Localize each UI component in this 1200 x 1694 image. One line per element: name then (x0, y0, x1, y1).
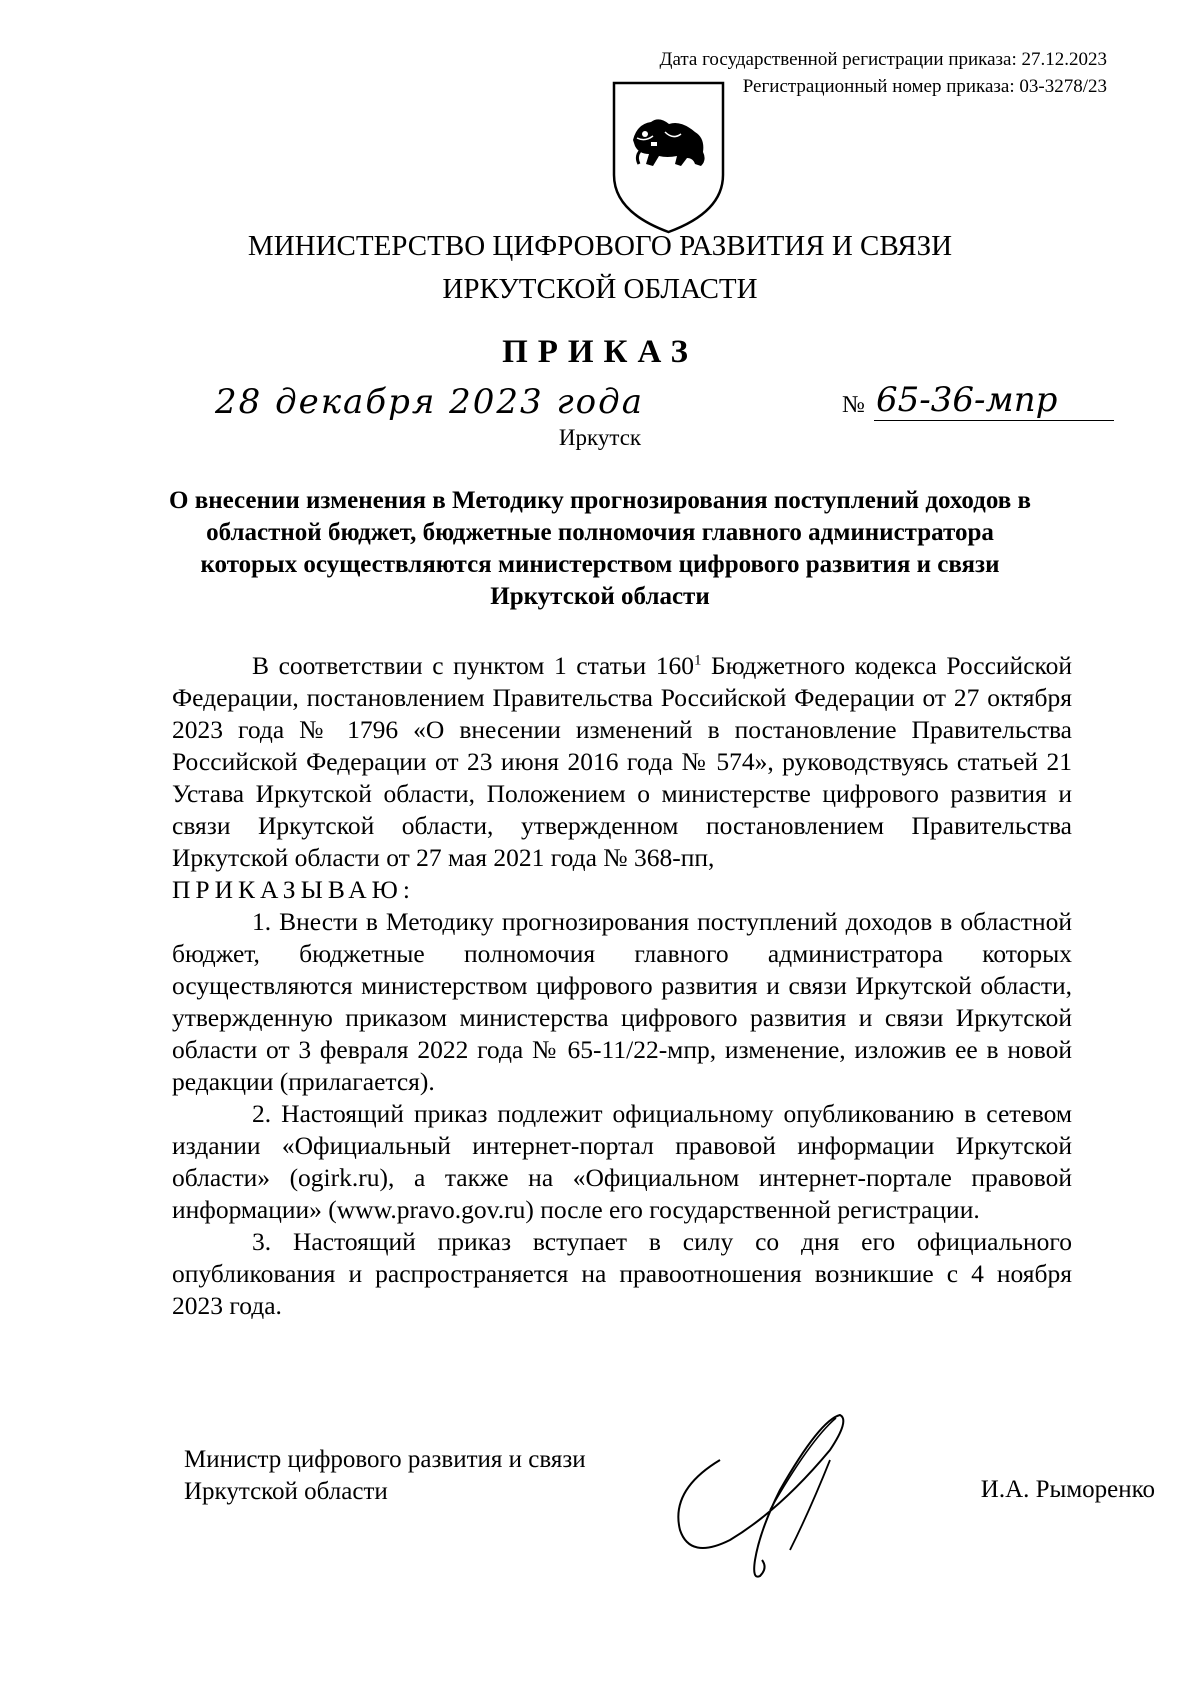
article-superscript: 1 (693, 652, 702, 669)
order-heading: О внесении изменения в Методику прогнозирования поступлений доходов в областной бюджет, бюджетные полномочия главного администратора которых осуществляются министерством цифрового развития и связи Иркутской области (169, 487, 1031, 610)
signatory-name: И.А. Рыморенко (980, 1476, 1155, 1503)
signatory-position-line1: Министр цифрового развития и связи (184, 1446, 586, 1473)
preamble-part-a: В соответствии с пунктом 1 статьи 160 (252, 651, 694, 680)
order-title: ПРИКАЗ (502, 334, 698, 370)
order-number-handwritten: 65-36-мпр (876, 380, 1058, 420)
registration-number: Регистрационный номер приказа: 03-3278/23 (742, 76, 1107, 97)
order-number-underline (874, 420, 1114, 421)
paragraph-item-2: 2. Настоящий приказ подлежит официальному опубликованию в сетевом издании «Официальный интернет-портал правовой информации Иркутской области» (ogirk.ru), а также на «Официальном интернет-портале правовой информации» (www.pravo.gov.ru) после его государственной регистрации. (172, 1099, 1072, 1224)
paragraph-item-1: 1. Внести в Методику прогнозирования поступлений доходов в областной бюджет, бюджетные полномочия главного администратора которых осуществляются министерством цифрового развития и связи Иркутской области, утвержденную приказом министерства цифрового развития и связи Иркутской области от 3 февраля 2022 года № 65-11/22-мпр, изменение, изложив ее в новой редакции (прилагается). (172, 907, 1072, 1096)
ministry-name-line2: ИРКУТСКОЙ ОБЛАСТИ (442, 273, 758, 305)
signatory-position (184, 1444, 586, 1508)
order-city: Иркутск (558, 425, 642, 450)
handwritten-signature (660, 1400, 920, 1590)
order-word: ПРИКАЗЫВАЮ: (172, 875, 415, 904)
registration-date: Дата государственной регистрации приказа: 27.12.2023 (659, 49, 1107, 70)
order-date-handwritten: 28 декабря 2023 года (215, 382, 644, 422)
order-body (172, 650, 1072, 1322)
preamble-part-b: Бюджетного кодекса Российской Федерации, постановлением Правительства Российской Федерации от 27 октября 2023 года № 1796 «О внесении изменений в постановление Правительства Российской Федерации от 23 июня 2016 года № 574», руководствуясь статьей 21 Устава Иркутской области, Положением о министерстве цифрового развития и связи Иркутской области, утвержденном постановлением Правительства Иркутской области от 27 мая 2021 года № 368-пп, (172, 651, 1072, 872)
order-number-sign: № (842, 392, 865, 418)
signatory-position-line2: Иркутской области (184, 1478, 388, 1505)
ministry-name (0, 225, 1200, 311)
coat-of-arms-icon (611, 80, 726, 236)
paragraph-preamble (172, 650, 1072, 874)
ministry-name-line1: МИНИСТЕРСТВО ЦИФРОВОГО РАЗВИТИЯ И СВЯЗИ (247, 230, 953, 262)
paragraph-item-3: 3. Настоящий приказ вступает в силу со дня его официального опубликования и распространяется на правоотношения возникшие с 4 ноября 2023 года. (172, 1227, 1072, 1320)
registration-stamp (659, 46, 1107, 100)
